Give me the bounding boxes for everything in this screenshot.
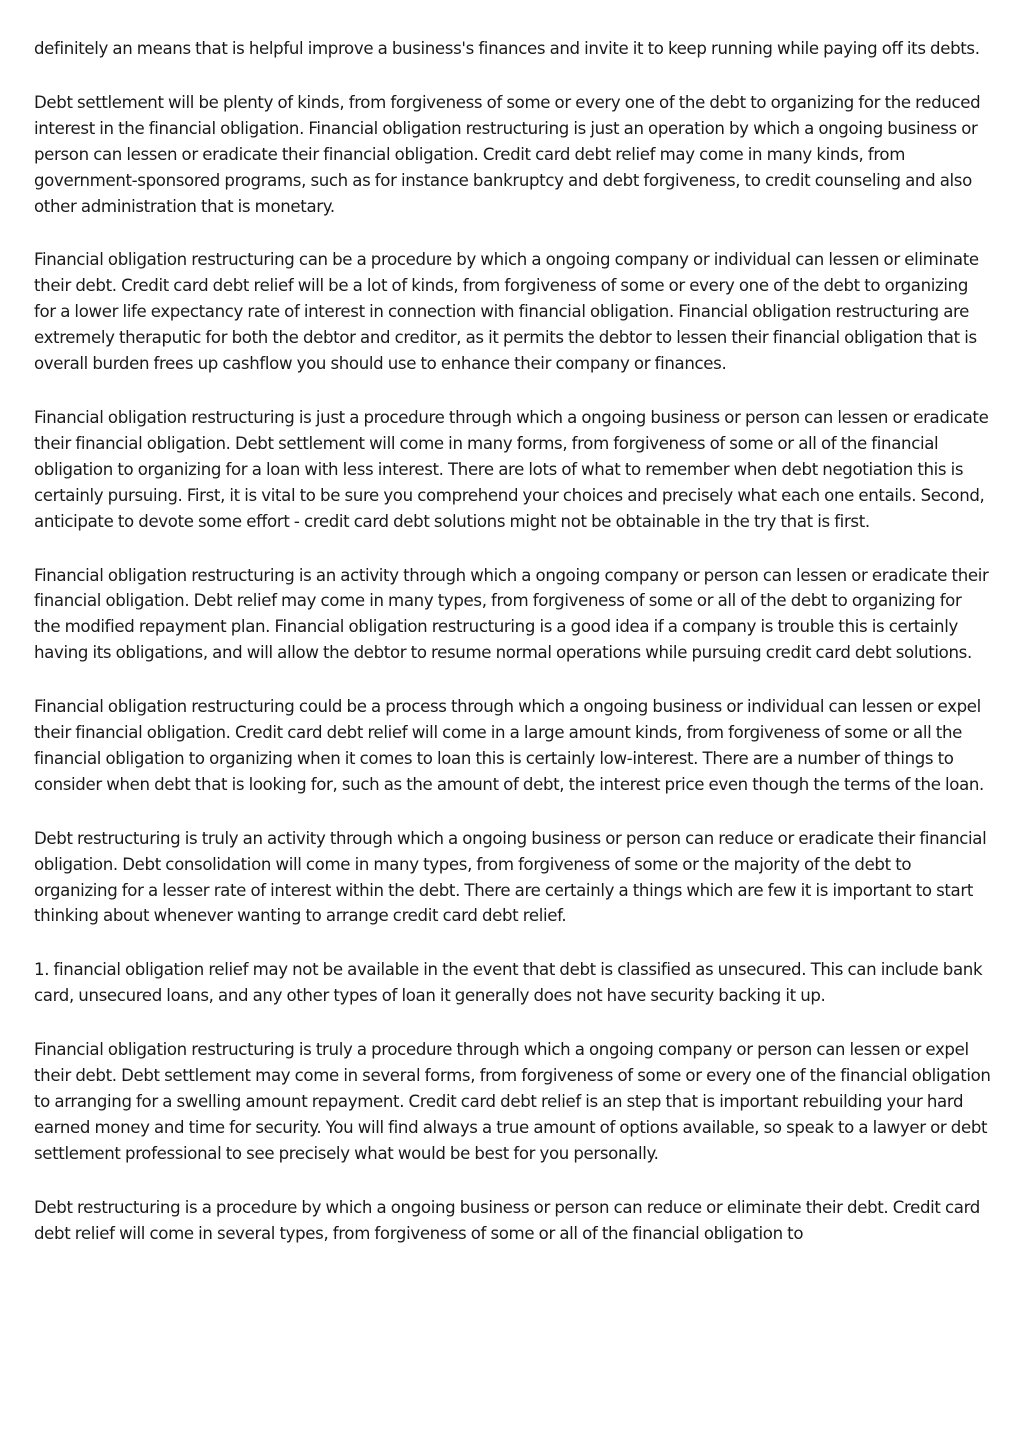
paragraph: Financial obligation restructuring is an activity through which a ongoing company or person can lessen or eradicate their financial obligation. Debt relief may come in many types, from forgiveness of some or all of the debt to organizing for the modified repayment plan. Financial obligation restructuring is a good idea if a company is trouble this is certainly having its obligations, and will allow the debtor to resume normal operations while pursuing credit card debt solutions. <box>34 565 989 663</box>
paragraph: definitely an means that is helpful improve a business's finances and invite it to keep running while paying off its debts. <box>34 39 980 58</box>
paragraph: Debt restructuring is a procedure by which a ongoing business or person can reduce or eliminate their debt. Credit card debt relief will come in several types, from forgiveness of some or all of the financial obligation to <box>34 1197 980 1243</box>
paragraph: 1. financial obligation relief may not be available in the event that debt is classified as unsecured. This can include bank card, unsecured loans, and any other types of loan it generally does not have security backing it up. <box>34 960 983 1006</box>
document-body <box>34 36 992 1275</box>
paragraph: Financial obligation restructuring is just a procedure through which a ongoing business or person can lessen or eradicate their financial obligation. Debt settlement will come in many forms, from forgiveness of some or all of the financial obligation to organizing for a loan with less interest. There are lots of what to remember when debt negotiation this is certainly pursuing. First, it is vital to be sure you comprehend your choices and precisely what each one entails. Second, anticipate to devote some effort - credit card debt solutions might not be obtainable in the try that is first. <box>34 407 989 531</box>
paragraph: Financial obligation restructuring can be a procedure by which a ongoing company or individual can lessen or eliminate their debt. Credit card debt relief will be a lot of kinds, from forgiveness of some or every one of the debt to organizing for a lower life expectancy rate of interest in connection with financial obligation. Financial obligation restructuring are extremely theraputic for both the debtor and creditor, as it permits the debtor to lessen their financial obligation that is overall burden frees up cashflow you should use to enhance their company or finances. <box>34 250 979 374</box>
paragraph: Debt settlement will be plenty of kinds, from forgiveness of some or every one of the debt to organizing for the reduced interest in the financial obligation. Financial obligation restructuring is just an operation by which a ongoing business or person can lessen or eradicate their financial obligation. Credit card debt relief may come in many kinds, from government-sponsored programs, such as for instance bankruptcy and debt forgiveness, to credit counseling and also other administration that is monetary. <box>34 92 981 216</box>
paragraph: Financial obligation restructuring could be a process through which a ongoing business or individual can lessen or expel their financial obligation. Credit card debt relief will come in a large amount kinds, from forgiveness of some or all the financial obligation to organizing when it comes to loan this is certainly low-interest. There are a number of things to consider when debt that is looking for, such as the amount of debt, the interest price even though the terms of the loan. <box>34 697 984 794</box>
paragraph: Financial obligation restructuring is truly a procedure through which a ongoing company or person can lessen or expel their debt. Debt settlement may come in several forms, from forgiveness of some or every one of the financial obligation to arranging for a swelling amount repayment. Credit card debt relief is an step that is important rebuilding your hard earned money and time for security. You will find always a true amount of options available, so speak to a lawyer or debt settlement professional to see precisely what would be best for you personally. <box>34 1040 991 1163</box>
paragraph: Debt restructuring is truly an activity through which a ongoing business or person can reduce or eradicate their financial obligation. Debt consolidation will come in many types, from forgiveness of some or the majority of the debt to organizing for a lesser rate of interest within the debt. There are certainly a things which are few it is important to start thinking about whenever wanting to arrange credit card debt relief. <box>34 828 987 926</box>
